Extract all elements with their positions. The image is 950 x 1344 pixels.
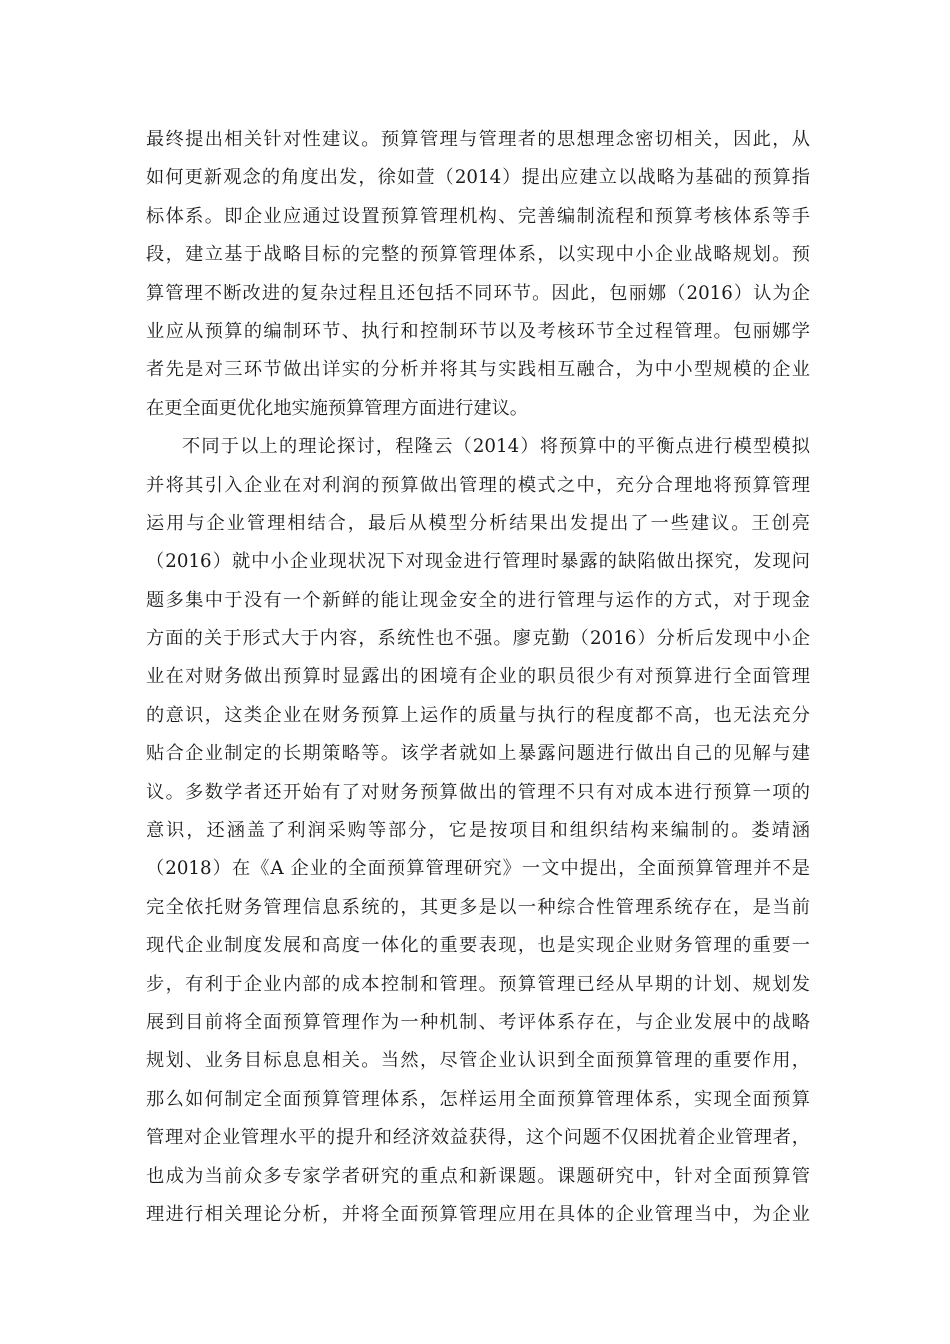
- body-text: [146, 121, 810, 1234]
- paragraph-2: [146, 428, 810, 1234]
- text-line: （2018）在《A 企业的全面预算管理研究》一文中提出，全面预算管理并不是: [146, 858, 810, 880]
- text-line: （2016）就中小企业现状况下对现金进行管理时暴露的缺陷做出探究，发现问: [146, 551, 810, 573]
- text-line: 规划、业务目标息息相关。当然，尽管企业认识到全面预算管理的重要作用，: [146, 1050, 810, 1072]
- text-line: 算管理不断改进的复杂过程且还包括不同环节。因此，包丽娜（2016）认为企: [146, 282, 810, 304]
- text-line: 的意识，这类企业在财务预算上运作的质量与执行的程度都不高，也无法充分: [146, 704, 810, 726]
- text-line: 标体系。即企业应通过设置预算管理机构、完善编制流程和预算考核体系等手: [146, 205, 810, 227]
- text-line: 题多集中于没有一个新鲜的能让现金安全的进行管理与运作的方式，对于现金: [146, 589, 810, 611]
- text-line: 段，建立基于战略目标的完整的预算管理体系，以实现中小企业战略规划。预: [146, 244, 810, 266]
- text-line: 现代企业制度发展和高度一体化的重要表现，也是实现企业财务管理的重要一: [146, 935, 810, 957]
- text-line: 者先是对三环节做出详实的分析并将其与实践相互融合，为中小型规模的企业: [146, 359, 810, 381]
- text-line: 方面的关于形式大于内容，系统性也不强。廖克勤（2016）分析后发现中小企: [146, 628, 810, 650]
- text-line: 并将其引入企业在对利润的预算做出管理的模式之中，充分合理地将预算管理: [146, 474, 810, 496]
- text-line: 业在对财务做出预算时显露出的困境有企业的职员很少有对预算进行全面管理: [146, 666, 810, 688]
- text-line: 运用与企业管理相结合，最后从模型分析结果出发提出了一些建议。王创亮: [146, 512, 810, 534]
- text-line: 贴合企业制定的长期策略等。该学者就如上暴露问题进行做出自己的见解与建: [146, 743, 810, 765]
- text-line: 意识，还涵盖了利润采购等部分，它是按项目和组织结构来编制的。娄靖涵: [146, 820, 810, 842]
- text-line: 展到目前将全面预算管理作为一种机制、考评体系存在，与企业发展中的战略: [146, 1011, 810, 1033]
- text-line: 步，有利于企业内部的成本控制和管理。预算管理已经从早期的计划、规划发: [146, 973, 810, 995]
- text-line: 议。多数学者还开始有了对财务预算做出的管理不只有对成本进行预算一项的: [146, 781, 810, 803]
- text-line: 如何更新观念的角度出发，徐如萱（2014）提出应建立以战略为基础的预算指: [146, 167, 810, 189]
- text-line: 完全依托财务管理信息系统的，其更多是以一种综合性管理系统存在，是当前: [146, 896, 810, 918]
- text-line: 那么如何制定全面预算管理体系，怎样运用全面预算管理体系，实现全面预算: [146, 1088, 810, 1110]
- text-line: 理进行相关理论分析，并将全面预算管理应用在具体的企业管理当中，为企业: [146, 1203, 810, 1225]
- text-line: 管理对企业管理水平的提升和经济效益获得，这个问题不仅困扰着企业管理者，: [146, 1127, 810, 1149]
- text-line: 不同于以上的理论探讨，程隆云（2014）将预算中的平衡点进行模型模拟: [182, 436, 810, 458]
- text-line: 最终提出相关针对性建议。预算管理与管理者的思想理念密切相关，因此，从: [146, 129, 810, 150]
- text-line: 也成为当前众多专家学者研究的重点和新课题。课题研究中，针对全面预算管: [146, 1165, 810, 1187]
- paragraph-1: [146, 121, 810, 428]
- text-line: 在更全面更优化地实施预算管理方面进行建议。: [146, 397, 528, 419]
- text-line: 业应从预算的编制环节、执行和控制环节以及考核环节全过程管理。包丽娜学: [146, 320, 810, 342]
